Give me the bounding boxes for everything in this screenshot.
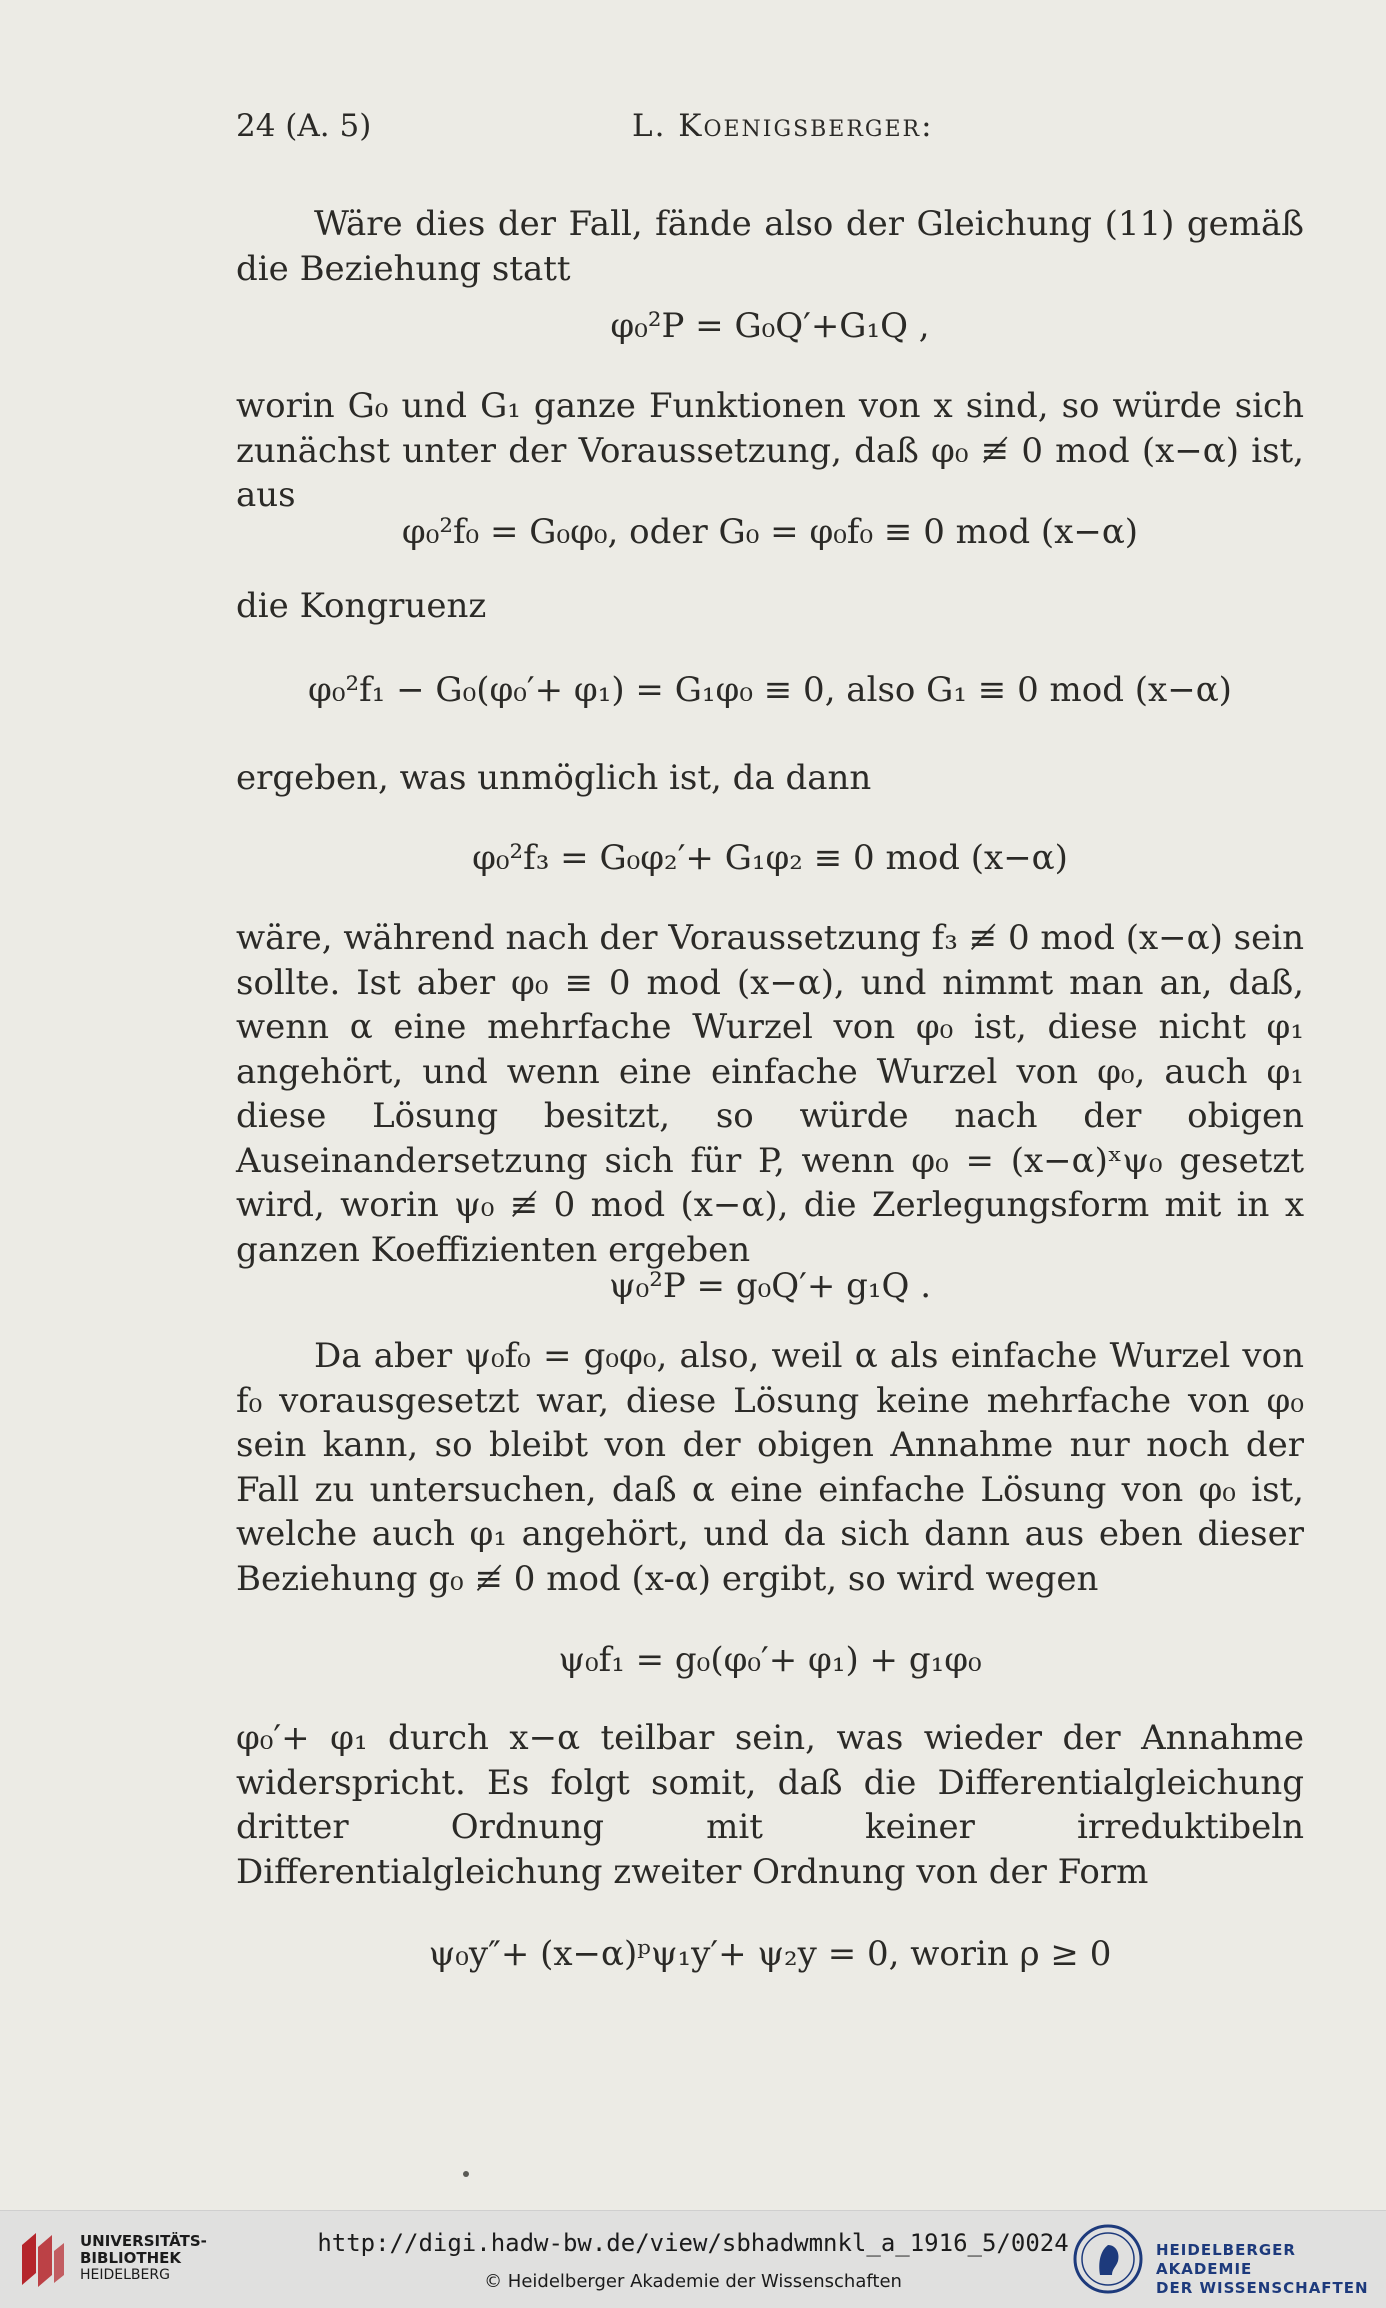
running-header — [236, 108, 1306, 154]
scan-speck — [463, 2171, 469, 2177]
paragraph-2: worin G₀ und G₁ ganze Funktionen von x sind, so würde sich zunächst unter der Voraussetzung, daß φ₀ ≢ 0 mod (x−α) ist, aus — [236, 386, 1304, 515]
paragraph-3: die Kongruenz — [236, 586, 487, 626]
copyright-notice: © Heidelberger Akademie der Wissenschaften — [484, 2271, 902, 2292]
formula-6: ψ₀f₁ = g₀(φ₀′+ φ₁) + g₁φ₀ — [558, 1640, 982, 1680]
page-number: 24 (A. 5) — [236, 108, 372, 144]
paragraph-1: Wäre dies der Fall, fände also der Gleichung (11) gemäß die Beziehung statt — [236, 204, 1304, 289]
academy-name — [1156, 2241, 1386, 2298]
footer-bar — [0, 2210, 1386, 2308]
permalink-url[interactable]: http://digi.hadw-bw.de/view/sbhadwmnkl_a_1916_5/0024 — [317, 2229, 1069, 2257]
academy-seal-icon — [1072, 2223, 1144, 2295]
formula-2: φ₀²f₀ = G₀φ₀, oder G₀ = φ₀f₀ ≡ 0 mod (x−α) — [401, 512, 1139, 552]
running-title: L. Koenigsberger: — [632, 108, 934, 144]
academy-line-2: DER WISSENSCHAFTEN — [1156, 2279, 1369, 2297]
paragraph-6: Da aber ψ₀f₀ = g₀φ₀, also, weil α als einfache Wurzel von f₀ vorausgesetzt war, diese Lösung keine mehrfache von φ₀ sein kann, so bleibt von der obigen Annahme nur noch der Fall zu untersuchen, daß α eine einfache Lösung von φ₀ ist, welche auch φ₁ angehört, und da sich dann aus eben dieser Beziehung g₀ ≢ 0 mod (x-α) ergibt, so wird wegen — [236, 1336, 1304, 1599]
library-line-1: UNIVERSITÄTS- — [80, 2232, 207, 2250]
formula-1: φ₀²P = G₀Q′+G₁Q , — [610, 306, 930, 346]
paragraph-7: φ₀′+ φ₁ durch x−α teilbar sein, was wieder der Annahme widerspricht. Es folgt somit, daß die Differentialgleichung dritter Ordnung mit keiner irreduktibeln Differentialgleichung zweiter Ordnung von der Form — [236, 1718, 1304, 1892]
library-line-3: HEIDELBERG — [80, 2267, 170, 2283]
formula-7: ψ₀y″+ (x−α)ᵖψ₁y′+ ψ₂y = 0, worin ρ ≥ 0 — [428, 1934, 1112, 1974]
formula-4: φ₀²f₃ = G₀φ₂′+ G₁φ₂ ≡ 0 mod (x−α) — [472, 838, 1068, 878]
paragraph-4: ergeben, was unmöglich ist, da dann — [236, 758, 872, 798]
paragraph-5: wäre, während nach der Voraussetzung f₃ ≢ 0 mod (x−α) sein sollte. Ist aber φ₀ ≡ 0 mod (x−α), und nimmt man an, daß, wenn α eine mehrfache Wurzel von φ₀ ist, diese nicht φ₁ angehört, und wenn eine einfache Wurzel von φ₀, auch φ₁ diese Lösung besitzt, so würde nach der obigen Auseinandersetzung sich für P, wenn φ₀ = (x−α)ˣψ₀ gesetzt wird, worin ψ₀ ≢ 0 mod (x−α), die Zerlegungsform mit in x ganzen Koeffizienten ergeben — [236, 918, 1304, 1270]
academy-line-1: HEIDELBERGER AKADEMIE — [1156, 2241, 1296, 2278]
formula-5: ψ₀²P = g₀Q′+ g₁Q . — [608, 1266, 932, 1306]
formula-3: φ₀²f₁ − G₀(φ₀′+ φ₁) = G₁φ₀ ≡ 0, also G₁ ≡ 0 mod (x−α) — [308, 670, 1232, 710]
library-line-2: BIBLIOTHEK — [80, 2249, 181, 2267]
